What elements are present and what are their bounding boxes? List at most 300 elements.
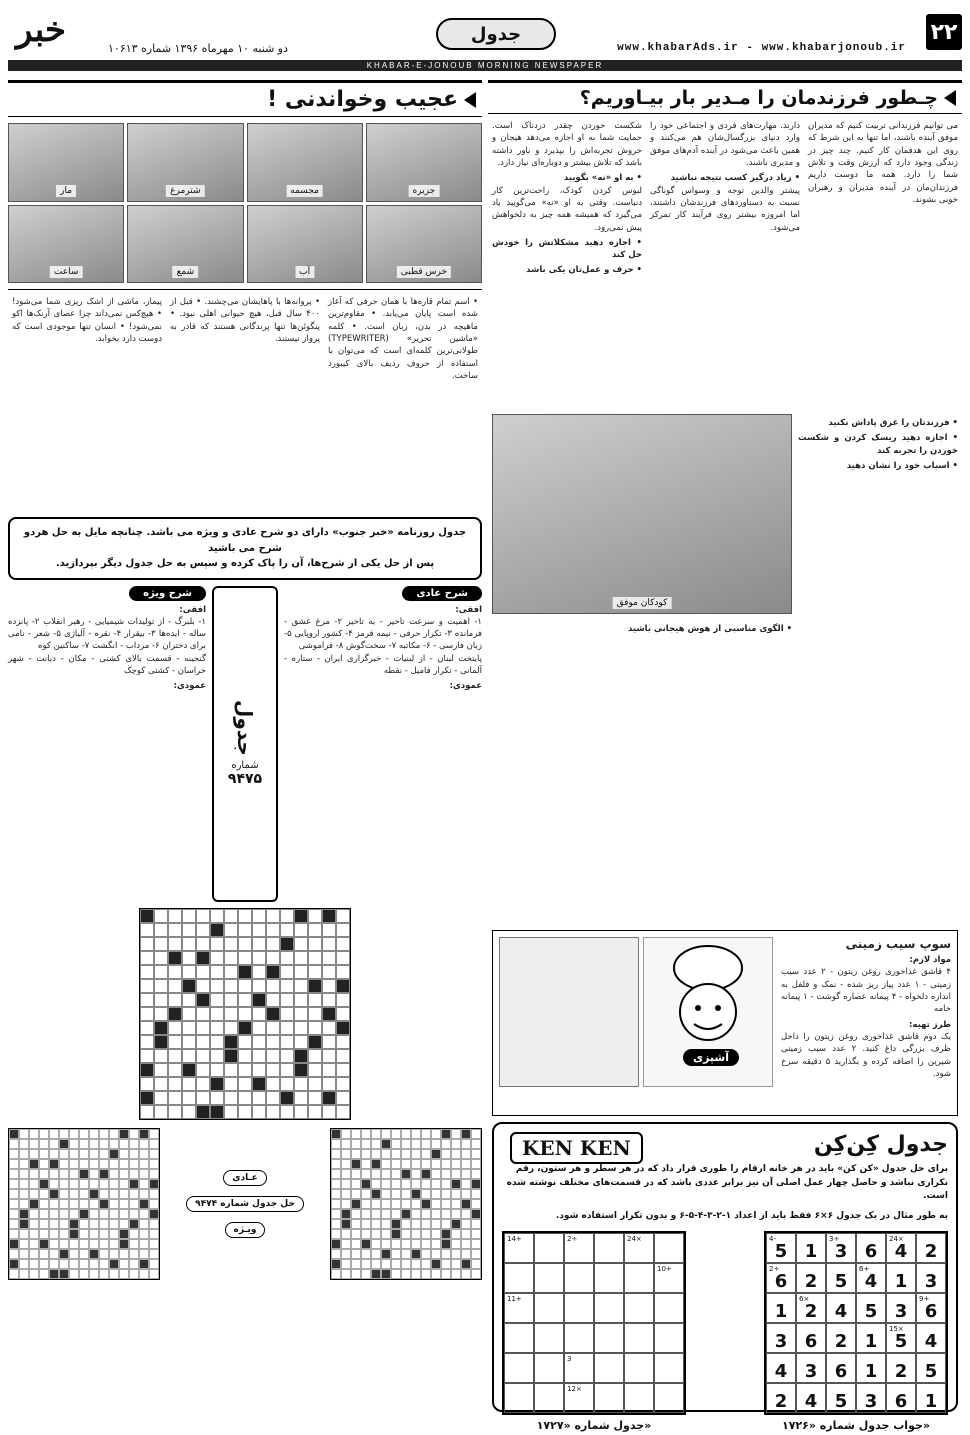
crossword-cell xyxy=(109,1219,119,1229)
crossword-cell xyxy=(59,1169,69,1179)
crossword-cell[interactable] xyxy=(154,1063,168,1077)
kenken-cell[interactable] xyxy=(594,1263,624,1293)
crossword-cell[interactable] xyxy=(224,979,238,993)
crossword-cell[interactable] xyxy=(266,965,280,979)
crossword-cell[interactable] xyxy=(322,993,336,1007)
crossword-cell[interactable] xyxy=(182,909,196,923)
article-headline xyxy=(488,80,962,114)
kenken-cell[interactable] xyxy=(534,1233,564,1263)
crossword-cell[interactable] xyxy=(294,993,308,1007)
crossword-cell[interactable] xyxy=(196,1105,210,1119)
crossword-cell[interactable] xyxy=(280,909,294,923)
kenken-cell[interactable] xyxy=(624,1293,654,1323)
crossword-cell[interactable] xyxy=(336,1063,350,1077)
crossword-cell[interactable] xyxy=(266,993,280,1007)
crossword-cell[interactable] xyxy=(308,909,322,923)
crossword-cell[interactable] xyxy=(322,1007,336,1021)
crossword-cell[interactable] xyxy=(266,1063,280,1077)
crossword-cell xyxy=(129,1139,139,1149)
crossword-cell[interactable] xyxy=(252,1077,266,1091)
crossword-cell[interactable] xyxy=(238,979,252,993)
crossword-cell[interactable] xyxy=(224,1021,238,1035)
kenken-cell[interactable] xyxy=(504,1293,534,1323)
crossword-cell[interactable] xyxy=(322,979,336,993)
crossword-cell[interactable] xyxy=(140,909,154,923)
crossword-cell[interactable] xyxy=(322,1077,336,1091)
crossword-cell[interactable] xyxy=(168,979,182,993)
crossword-cell[interactable] xyxy=(210,979,224,993)
crossword-cell[interactable] xyxy=(182,1007,196,1021)
crossword-cell[interactable] xyxy=(308,1049,322,1063)
kenken-cage-label: 2÷ xyxy=(769,1265,780,1273)
crossword-cell[interactable] xyxy=(196,1035,210,1049)
kenken-cell[interactable] xyxy=(564,1263,594,1293)
crossword-cell[interactable] xyxy=(308,993,322,1007)
crossword-cell[interactable] xyxy=(196,923,210,937)
kenken-cell[interactable] xyxy=(594,1233,624,1263)
crossword-cell[interactable] xyxy=(308,923,322,937)
crossword-grid[interactable] xyxy=(139,908,351,1120)
crossword-cell[interactable] xyxy=(336,979,350,993)
crossword-cell[interactable] xyxy=(266,923,280,937)
crossword-cell[interactable] xyxy=(224,965,238,979)
kenken-example: به طور مثال در یک جدول ۶×۶ فقط باید از اعداد ۱-۲-۳-۴-۵-۶ و بدون تکرار استفاده شود. xyxy=(555,1210,948,1221)
crossword-cell[interactable] xyxy=(224,1049,238,1063)
crossword-cell[interactable] xyxy=(280,1105,294,1119)
crossword-cell xyxy=(401,1219,411,1229)
crossword-cell[interactable] xyxy=(196,937,210,951)
crossword-cell[interactable] xyxy=(210,1021,224,1035)
crossword-cell[interactable] xyxy=(224,1063,238,1077)
solution-grid-special xyxy=(330,1128,482,1280)
crossword-cell[interactable] xyxy=(182,965,196,979)
crossword-cell xyxy=(109,1209,119,1219)
crossword-cell[interactable] xyxy=(322,965,336,979)
crossword-cell[interactable] xyxy=(238,1035,252,1049)
crossword-cell[interactable] xyxy=(168,1077,182,1091)
kenken-cell[interactable] xyxy=(534,1383,564,1413)
crossword-cell[interactable] xyxy=(182,1049,196,1063)
kenken-cell[interactable] xyxy=(504,1263,534,1293)
crossword-cell[interactable] xyxy=(280,1091,294,1105)
crossword-cell[interactable] xyxy=(322,1091,336,1105)
crossword-cell[interactable] xyxy=(266,1007,280,1021)
kenken-cell[interactable] xyxy=(504,1383,534,1413)
crossword-cell[interactable] xyxy=(154,909,168,923)
crossword-cell[interactable] xyxy=(168,951,182,965)
crossword-cell[interactable] xyxy=(196,1091,210,1105)
kenken-cell[interactable] xyxy=(624,1353,654,1383)
crossword-cell xyxy=(441,1199,451,1209)
crossword-cell[interactable] xyxy=(224,951,238,965)
crossword-cell[interactable] xyxy=(266,909,280,923)
crossword-cell[interactable] xyxy=(252,1063,266,1077)
crossword-cell[interactable] xyxy=(252,909,266,923)
crossword-cell xyxy=(89,1269,99,1279)
crossword-cell[interactable] xyxy=(308,979,322,993)
kenken-cell[interactable] xyxy=(654,1233,684,1263)
crossword-cell xyxy=(29,1129,39,1139)
crossword-cell[interactable] xyxy=(280,993,294,1007)
kenken-cell[interactable] xyxy=(534,1263,564,1293)
crossword-cell[interactable] xyxy=(336,923,350,937)
crossword-cell[interactable] xyxy=(280,937,294,951)
crossword-cell[interactable] xyxy=(238,1049,252,1063)
crossword-cell[interactable] xyxy=(154,965,168,979)
crossword-cell[interactable] xyxy=(336,1021,350,1035)
kenken-cell[interactable] xyxy=(534,1353,564,1383)
crossword-cell[interactable] xyxy=(140,1021,154,1035)
crossword-cell[interactable] xyxy=(280,965,294,979)
crossword-cell[interactable] xyxy=(238,1091,252,1105)
crossword-cell[interactable] xyxy=(182,923,196,937)
crossword-cell[interactable] xyxy=(140,923,154,937)
crossword-cell[interactable] xyxy=(322,1105,336,1119)
crossword-cell[interactable] xyxy=(294,1021,308,1035)
crossword-cell[interactable] xyxy=(140,951,154,965)
kenken-cell[interactable] xyxy=(504,1323,534,1353)
crossword-cell[interactable] xyxy=(294,1035,308,1049)
crossword-cell[interactable] xyxy=(280,1007,294,1021)
crossword-cell[interactable] xyxy=(154,1021,168,1035)
crossword-cell[interactable] xyxy=(294,1049,308,1063)
crossword-cell xyxy=(29,1139,39,1149)
crossword-cell[interactable] xyxy=(196,979,210,993)
normal-clues: ۱- اهمیت و سرعت تاخیر - به تاخیر ۲- مرغ عشق - فرمانده ۳- تکرار حرفی - نیمه قرمز ۴- کشور اروپایی ۵- زبان فارسی - ۶- مکاتبه ۷- سخت‌گوش ۸- فراموشی xyxy=(284,616,482,652)
crossword-cell[interactable] xyxy=(294,909,308,923)
kenken-cell xyxy=(886,1293,916,1323)
crossword-cell xyxy=(441,1209,451,1219)
crossword-cell[interactable] xyxy=(322,951,336,965)
crossword-cell xyxy=(421,1159,431,1169)
crossword-cell[interactable] xyxy=(294,1007,308,1021)
crossword-cell[interactable] xyxy=(168,1105,182,1119)
crossword-cell[interactable] xyxy=(210,965,224,979)
crossword-cell[interactable] xyxy=(168,923,182,937)
crossword-cell[interactable] xyxy=(154,1077,168,1091)
crossword-cell[interactable] xyxy=(294,937,308,951)
crossword-cell[interactable] xyxy=(140,937,154,951)
crossword-cell[interactable] xyxy=(154,923,168,937)
crossword-cell[interactable] xyxy=(196,1021,210,1035)
kenken-cell[interactable] xyxy=(624,1263,654,1293)
crossword-cell xyxy=(381,1149,391,1159)
crossword-cell[interactable] xyxy=(168,1091,182,1105)
crossword-cell[interactable] xyxy=(266,951,280,965)
crossword-cell[interactable] xyxy=(294,979,308,993)
crossword-cell[interactable] xyxy=(280,1049,294,1063)
crossword-cell[interactable] xyxy=(182,993,196,1007)
crossword-cell[interactable] xyxy=(280,1035,294,1049)
crossword-cell xyxy=(401,1149,411,1159)
site-urls[interactable]: www.khabarAds.ir - www.khabarjonoub.ir xyxy=(617,42,906,54)
crossword-cell[interactable] xyxy=(168,1007,182,1021)
crossword-cell[interactable] xyxy=(238,1021,252,1035)
kenken-cell[interactable] xyxy=(654,1293,684,1323)
crossword-cell[interactable] xyxy=(210,923,224,937)
crossword-cell[interactable] xyxy=(336,951,350,965)
crossword-cell[interactable] xyxy=(336,1049,350,1063)
article-photo-area xyxy=(492,414,792,924)
crossword-cell[interactable] xyxy=(196,951,210,965)
crossword-cell[interactable] xyxy=(168,1035,182,1049)
crossword-cell[interactable] xyxy=(168,1021,182,1035)
crossword-cell[interactable] xyxy=(252,951,266,965)
crossword-cell[interactable] xyxy=(252,937,266,951)
crossword-cell[interactable] xyxy=(238,1063,252,1077)
crossword-cell[interactable] xyxy=(154,1105,168,1119)
crossword-cell[interactable] xyxy=(210,937,224,951)
crossword-cell[interactable] xyxy=(182,1021,196,1035)
crossword-cell[interactable] xyxy=(322,937,336,951)
kenken-cell[interactable] xyxy=(504,1233,534,1263)
crossword-cell[interactable] xyxy=(182,1077,196,1091)
crossword-cell[interactable] xyxy=(168,937,182,951)
crossword-cell[interactable] xyxy=(154,993,168,1007)
kenken-cell[interactable] xyxy=(564,1323,594,1353)
crossword-cell[interactable] xyxy=(294,1105,308,1119)
crossword-cell[interactable] xyxy=(336,993,350,1007)
crossword-cell[interactable] xyxy=(224,909,238,923)
kenken-cell[interactable] xyxy=(534,1323,564,1353)
crossword-cell[interactable] xyxy=(140,1105,154,1119)
crossword-cell[interactable] xyxy=(252,1105,266,1119)
crossword-cell xyxy=(69,1159,79,1169)
crossword-cell[interactable] xyxy=(336,965,350,979)
crossword-cell[interactable] xyxy=(322,909,336,923)
crossword-cell[interactable] xyxy=(196,965,210,979)
crossword-cell[interactable] xyxy=(168,965,182,979)
crossword-cell[interactable] xyxy=(182,1035,196,1049)
crossword-cell[interactable] xyxy=(210,993,224,1007)
crossword-cell[interactable] xyxy=(308,937,322,951)
crossword-cell[interactable] xyxy=(294,1063,308,1077)
crossword-cell[interactable] xyxy=(308,1105,322,1119)
crossword-cell[interactable] xyxy=(252,1049,266,1063)
crossword-cell[interactable] xyxy=(224,923,238,937)
crossword-cell xyxy=(421,1249,431,1259)
crossword-cell[interactable] xyxy=(252,923,266,937)
crossword-cell[interactable] xyxy=(322,923,336,937)
crossword-cell[interactable] xyxy=(154,979,168,993)
crossword-cell[interactable] xyxy=(140,979,154,993)
crossword-cell[interactable] xyxy=(266,1077,280,1091)
crossword-cell[interactable] xyxy=(224,1035,238,1049)
crossword-cell[interactable] xyxy=(252,979,266,993)
crossword-cell[interactable] xyxy=(252,1035,266,1049)
crossword-cell[interactable] xyxy=(238,951,252,965)
crossword-cell[interactable] xyxy=(322,1049,336,1063)
crossword-cell[interactable] xyxy=(280,951,294,965)
crossword-cell[interactable] xyxy=(308,951,322,965)
kenken-cell[interactable] xyxy=(654,1353,684,1383)
crossword-cell[interactable] xyxy=(182,1091,196,1105)
crossword-cell[interactable] xyxy=(196,909,210,923)
crossword-cell[interactable] xyxy=(224,1091,238,1105)
crossword-cell[interactable] xyxy=(154,1007,168,1021)
crossword-cell[interactable] xyxy=(308,1007,322,1021)
crossword-cell xyxy=(431,1139,441,1149)
kenken-cell[interactable] xyxy=(564,1293,594,1323)
kenken-cell[interactable] xyxy=(624,1323,654,1353)
crossword-cell[interactable] xyxy=(210,1063,224,1077)
crossword-cell[interactable] xyxy=(224,1077,238,1091)
crossword-cell[interactable] xyxy=(238,909,252,923)
crossword-cell[interactable] xyxy=(182,979,196,993)
crossword-cell[interactable] xyxy=(308,965,322,979)
crossword-cell[interactable] xyxy=(280,1021,294,1035)
crossword-cell[interactable] xyxy=(266,937,280,951)
crossword-cell[interactable] xyxy=(294,923,308,937)
crossword-cell[interactable] xyxy=(154,937,168,951)
crossword-cell[interactable] xyxy=(308,1091,322,1105)
crossword-cell[interactable] xyxy=(140,993,154,1007)
crossword-cell[interactable] xyxy=(336,937,350,951)
kenken-cell[interactable] xyxy=(564,1383,594,1413)
crossword-cell xyxy=(381,1249,391,1259)
crossword-cell[interactable] xyxy=(196,993,210,1007)
crossword-cell[interactable] xyxy=(266,979,280,993)
crossword-cell[interactable] xyxy=(182,951,196,965)
kenken-cell[interactable] xyxy=(654,1323,684,1353)
crossword-cell[interactable] xyxy=(140,1077,154,1091)
crossword-cell[interactable] xyxy=(266,1035,280,1049)
crossword-cell xyxy=(129,1149,139,1159)
crossword-cell[interactable] xyxy=(224,1105,238,1119)
crossword-cell[interactable] xyxy=(322,1035,336,1049)
crossword-cell xyxy=(411,1199,421,1209)
crossword-cell[interactable] xyxy=(154,1091,168,1105)
crossword-cell xyxy=(371,1159,381,1169)
crossword-cell[interactable] xyxy=(140,1049,154,1063)
crossword-cell[interactable] xyxy=(140,1063,154,1077)
crossword-cell[interactable] xyxy=(280,1077,294,1091)
crossword-cell[interactable] xyxy=(168,909,182,923)
crossword-cell[interactable] xyxy=(238,1105,252,1119)
crossword-cell[interactable] xyxy=(336,1035,350,1049)
crossword-cell[interactable] xyxy=(308,1063,322,1077)
crossword-cell[interactable] xyxy=(308,1021,322,1035)
crossword-cell[interactable] xyxy=(154,951,168,965)
crossword-cell[interactable] xyxy=(210,909,224,923)
crossword-cell xyxy=(149,1189,159,1199)
crossword-cell[interactable] xyxy=(210,1035,224,1049)
crossword-cell[interactable] xyxy=(210,1077,224,1091)
crossword-cell[interactable] xyxy=(140,1035,154,1049)
crossword-cell xyxy=(461,1269,471,1279)
kenken-cell[interactable] xyxy=(594,1353,624,1383)
crossword-cell xyxy=(29,1219,39,1229)
crossword-cell[interactable] xyxy=(224,993,238,1007)
kenken-cell[interactable] xyxy=(504,1353,534,1383)
crossword-cell[interactable] xyxy=(266,1049,280,1063)
crossword-cell[interactable] xyxy=(210,951,224,965)
crossword-cell[interactable] xyxy=(210,1105,224,1119)
crossword-cell[interactable] xyxy=(196,1063,210,1077)
crossword-cell[interactable] xyxy=(336,1077,350,1091)
crossword-cell[interactable] xyxy=(266,1021,280,1035)
crossword-cell[interactable] xyxy=(168,1049,182,1063)
kenken-cell[interactable] xyxy=(624,1233,654,1263)
kenken-cell[interactable] xyxy=(594,1383,624,1413)
crossword-cell[interactable] xyxy=(182,1105,196,1119)
kenken-cell[interactable] xyxy=(564,1233,594,1263)
kenken-cell[interactable] xyxy=(594,1293,624,1323)
crossword-cell[interactable] xyxy=(280,979,294,993)
crossword-cell[interactable] xyxy=(210,1007,224,1021)
crossword-cell[interactable] xyxy=(182,1063,196,1077)
crossword-cell[interactable] xyxy=(238,923,252,937)
collage-caption: مار xyxy=(56,185,76,197)
kenken-cell[interactable] xyxy=(594,1323,624,1353)
crossword-cell[interactable] xyxy=(238,993,252,1007)
kenken-cell[interactable] xyxy=(654,1263,684,1293)
crossword-cell[interactable] xyxy=(140,965,154,979)
crossword-cell[interactable] xyxy=(154,1035,168,1049)
crossword-cell[interactable] xyxy=(196,1077,210,1091)
crossword-cell[interactable] xyxy=(294,1091,308,1105)
crossword-cell[interactable] xyxy=(336,1007,350,1021)
crossword-cell[interactable] xyxy=(266,1105,280,1119)
kenken-cell[interactable] xyxy=(534,1293,564,1323)
crossword-cell[interactable] xyxy=(336,1091,350,1105)
crossword-cell[interactable] xyxy=(210,1091,224,1105)
crossword-cell[interactable] xyxy=(224,1007,238,1021)
crossword-cell[interactable] xyxy=(196,1007,210,1021)
crossword-cell[interactable] xyxy=(294,965,308,979)
crossword-cell[interactable] xyxy=(294,1077,308,1091)
crossword-cell[interactable] xyxy=(294,951,308,965)
crossword-cell[interactable] xyxy=(238,1007,252,1021)
crossword-cell[interactable] xyxy=(168,993,182,1007)
crossword-cell[interactable] xyxy=(280,923,294,937)
crossword-cell xyxy=(119,1159,129,1169)
crossword-cell[interactable] xyxy=(308,1077,322,1091)
crossword-cell[interactable] xyxy=(210,1049,224,1063)
crossword-cell[interactable] xyxy=(252,1021,266,1035)
crossword-cell[interactable] xyxy=(336,909,350,923)
crossword-cell[interactable] xyxy=(252,1091,266,1105)
kenken-cell[interactable] xyxy=(564,1353,594,1383)
crossword-cell[interactable] xyxy=(252,993,266,1007)
kenken-puzzle-grid[interactable] xyxy=(502,1231,686,1415)
crossword-cell[interactable] xyxy=(252,965,266,979)
crossword-cell[interactable] xyxy=(266,1091,280,1105)
crossword-clues xyxy=(8,586,482,902)
crossword-cell[interactable] xyxy=(238,1077,252,1091)
crossword-cell[interactable] xyxy=(140,1007,154,1021)
crossword-cell[interactable] xyxy=(168,1063,182,1077)
crossword-cell[interactable] xyxy=(154,1049,168,1063)
crossword-cell[interactable] xyxy=(224,937,238,951)
crossword-cell xyxy=(129,1189,139,1199)
crossword-cell[interactable] xyxy=(196,1049,210,1063)
crossword-cell xyxy=(99,1149,109,1159)
crossword-cell[interactable] xyxy=(336,1105,350,1119)
kenken-cell[interactable] xyxy=(654,1383,684,1413)
kenken-cell[interactable] xyxy=(624,1383,654,1413)
crossword-cell[interactable] xyxy=(280,1063,294,1077)
crossword-cell[interactable] xyxy=(238,965,252,979)
crossword-cell[interactable] xyxy=(322,1063,336,1077)
crossword-cell[interactable] xyxy=(252,1007,266,1021)
crossword-cell[interactable] xyxy=(308,1035,322,1049)
crossword-cell[interactable] xyxy=(322,1021,336,1035)
crossword-cell[interactable] xyxy=(140,1091,154,1105)
crossword-cell[interactable] xyxy=(182,937,196,951)
crossword-cell[interactable] xyxy=(238,937,252,951)
crossword-cell xyxy=(149,1169,159,1179)
